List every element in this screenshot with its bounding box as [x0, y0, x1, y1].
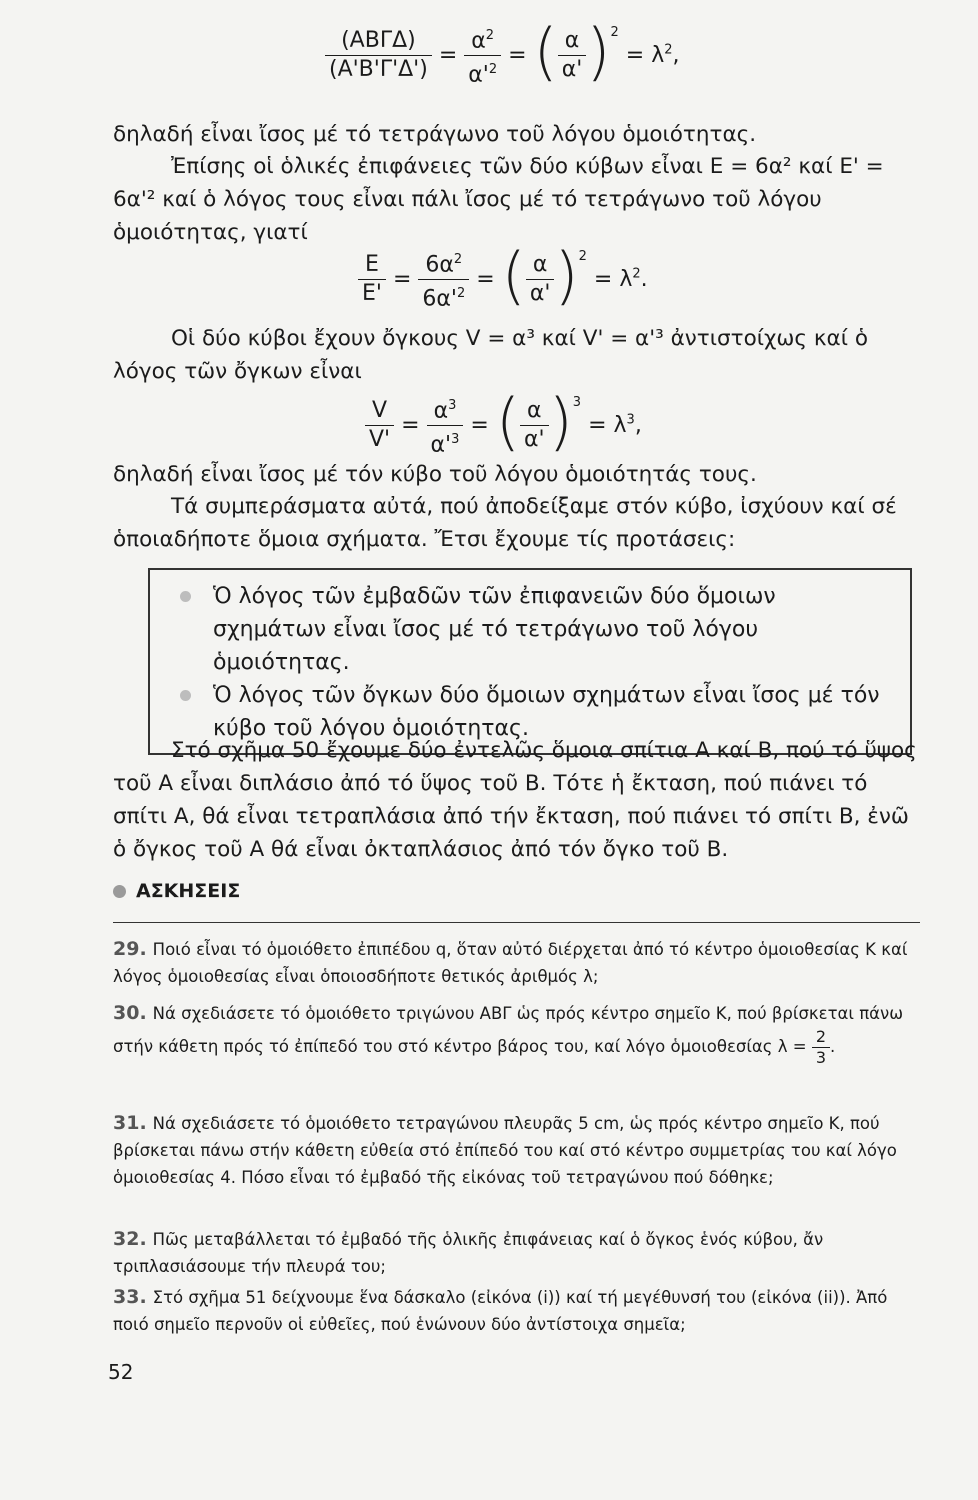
exercise-text: Ποιό εἶναι τό ὁμοιόθετο ἐπιπέδου q, ὅταν αὐτό διέρχεται ἀπό τό κέντρο ὁμοιοθεσίας Κ καί λόγος ὁμοιοθεσίας εἶναι ὁποιοσδήποτε θετικός ἀριθμός λ; — [113, 940, 908, 986]
exercise-31 — [113, 1110, 923, 1191]
fraction-denominator: V' — [369, 427, 391, 453]
exercise-number: 29. — [113, 938, 147, 960]
fraction-numerator: V — [365, 397, 394, 426]
fraction-denominator: (Α'Β'Γ'Δ') — [329, 57, 428, 83]
fraction-numerator: Ε — [358, 251, 386, 280]
paragraph: Στό σχῆμα 50 ἔχουμε δύο ἐντελῶς ὅμοια σπίτια Α καί Β, πού τό ὕψος τοῦ Α εἶναι διπλάσιο ἀπό τό ὕψος τοῦ Β. Τότε ἡ ἔκταση, πού πιάνει τό σπίτι Α, θά εἶναι τετραπλάσια ἀπό τήν ἔκταση, πού πιάνει τό σπίτι Β, ἐνῶ ὁ ὄγκος τοῦ Α θά εἶναι ὀκταπλάσιος ἀπό τόν ὄγκο τοῦ Β. — [113, 738, 917, 862]
proposition-text: Ὁ λόγος τῶν ὄγκων δύο ὅμοιων σχημάτων εἶναι ἴσος μέ τόν κύβο τοῦ λόγου ὁμοιότητας. — [213, 683, 880, 741]
exercise-text: Νά σχεδιάσετε τό ὁμοιόθετο τριγώνου ΑΒΓ ὡς πρός κέντρο σημεῖο Κ, πού βρίσκεται πάνω στήν κάθετη πρός τό ἐπίπεδό του στό κέντρο βάρος του, καί λόγο ὁμοιοθεσίας — [113, 1004, 904, 1056]
bullet-icon — [180, 591, 191, 602]
exercise-33 — [113, 1284, 923, 1338]
section-title: ΑΣΚΗΣΕΙΣ — [136, 880, 241, 902]
equation-surface-ratio: $\frac{E}{E'}$ = $\frac{6\alpha^2}{6\alpha'^2}$ = ( $\frac{\alpha}{\alpha'}$ )$^2 = \lambda^2$. — [358, 246, 648, 314]
page-number: 52 — [108, 1360, 134, 1384]
fraction: $\frac{2}{3}$ — [812, 1027, 830, 1068]
fraction — [325, 27, 432, 84]
exercise-number: 33. — [113, 1286, 147, 1308]
divider — [113, 922, 920, 923]
exercise-text: Στό σχῆμα 51 δείχνουμε ἕνα δάσκαλο (εἰκόνα (i)) καί τή μεγέθυνσή του (εἰκόνα (ii)). Ἀπό ποιό σημεῖο περνοῦν οἱ εὐθεῖες, πού ἑνώνουν δύο ἀντίστοιχα σημεῖα; — [113, 1288, 888, 1334]
paragraph: Οἱ δύο κύβοι ἔχουν ὄγκους V = α³ καί V' = α'³ ἀντιστοίχως καί ὁ λόγος τῶν ὄγκων εἶναι — [113, 326, 868, 384]
exercise-text: Πῶς μεταβάλλεται τό ἐμβαδό τῆς ὁλικῆς ἐπιφάνειας καί ὁ ὄγκος ἑνός κύβου, ἄν τριπλασιάσουμε τήν πλευρά του; — [113, 1230, 824, 1276]
bullet-icon — [113, 885, 126, 898]
exercise-number: 32. — [113, 1228, 147, 1250]
paragraph: Τά συμπεράσματα αὐτά, πού ἀποδείξαμε στόν κύβο, ἰσχύουν καί σέ ὁποιαδήποτε ὅμοια σχήματα. Ἔτσι ἔχουμε τίς προτάσεις: — [113, 494, 897, 552]
fraction-denominator: Ε' — [362, 281, 382, 307]
paragraph: δηλαδή εἶναι ἴσος μέ τό τετράγωνο τοῦ λόγου ὁμοιότητας. — [113, 122, 757, 147]
equation-volume-ratio: $\frac{V}{V'}$ = $\frac{\alpha^3}{\alpha'^3}$ = ( $\frac{\alpha}{\alpha'}$ )$^3 = \lambda^3$, — [365, 392, 642, 460]
proposition-text: Ὁ λόγος τῶν ἐμβαδῶν τῶν ἐπιφανειῶν δύο ὅμοιων σχημάτων εἶναι ἴσος μέ τό τετράγωνο τοῦ λόγου ὁμοιότητας. — [213, 584, 776, 675]
fraction: $\frac{\alpha^2}{\alpha'^2}$ — [464, 22, 501, 90]
equation-area-ratio: $\frac{\text{(ΑΒΓΔ)}}{(A'B'\Gamma'\Delta')}$ = $\frac{\alpha^2}{\alpha'^2}$ = ( $\frac{\alpha}{\alpha'}$ )$^2 = \lambda^2$, — [325, 22, 680, 90]
exercise-number: 31. — [113, 1112, 147, 1134]
proposition-item — [170, 580, 890, 679]
paragraph: δηλαδή εἶναι ἴσος μέ τόν κύβο τοῦ λόγου ὁμοιότητάς τους. — [113, 462, 757, 487]
section-heading — [113, 880, 240, 902]
paragraph: Ἐπίσης οἱ ὁλικές ἐπιφάνειες τῶν δύο κύβων εἶναι Ε = 6α² καί Ε' = 6α'² καί ὁ λόγος τους εἶναι πάλι ἴσος μέ τό τετράγωνο τοῦ λόγου ὁμοιότητας, γιατί — [113, 154, 884, 245]
fraction-numerator: α — [471, 28, 486, 54]
exercise-text: Νά σχεδιάσετε τό ὁμοιόθετο τετραγώνου πλευρᾶς 5 cm, ὡς πρός κέντρο σημεῖο Κ, πού βρίσκεται πάνω στήν κάθετη εὐθεία στό ἐπίπεδό του καί στό κέντρο συμμετρίας του καί λόγο ὁμοιοθεσίας 4. Πόσο εἶναι τό ἐμβαδό τῆς εἰκόνας τοῦ τετραγώνου πού δόθηκε; — [113, 1114, 897, 1187]
exercise-30: 30. Νά σχεδιάσετε τό ὁμοιόθετο τριγώνου ΑΒΓ ὡς πρός κέντρο σημεῖο Κ, πού βρίσκεται πάνω στήν κάθετη πρός τό ἐπίπεδό του στό κέντρο βάρος του, καί λόγο ὁμοιοθεσίας λ = $\frac{2}{3}$ . — [113, 1002, 904, 1067]
bullet-icon — [180, 690, 191, 701]
exercise-32 — [113, 1226, 923, 1280]
fraction-denominator: α' — [468, 62, 489, 88]
exercise-29 — [113, 936, 923, 990]
propositions-box — [148, 568, 912, 755]
exercise-number: 30. — [113, 1002, 147, 1024]
fraction-numerator: (ΑΒΓΔ) — [325, 27, 432, 56]
